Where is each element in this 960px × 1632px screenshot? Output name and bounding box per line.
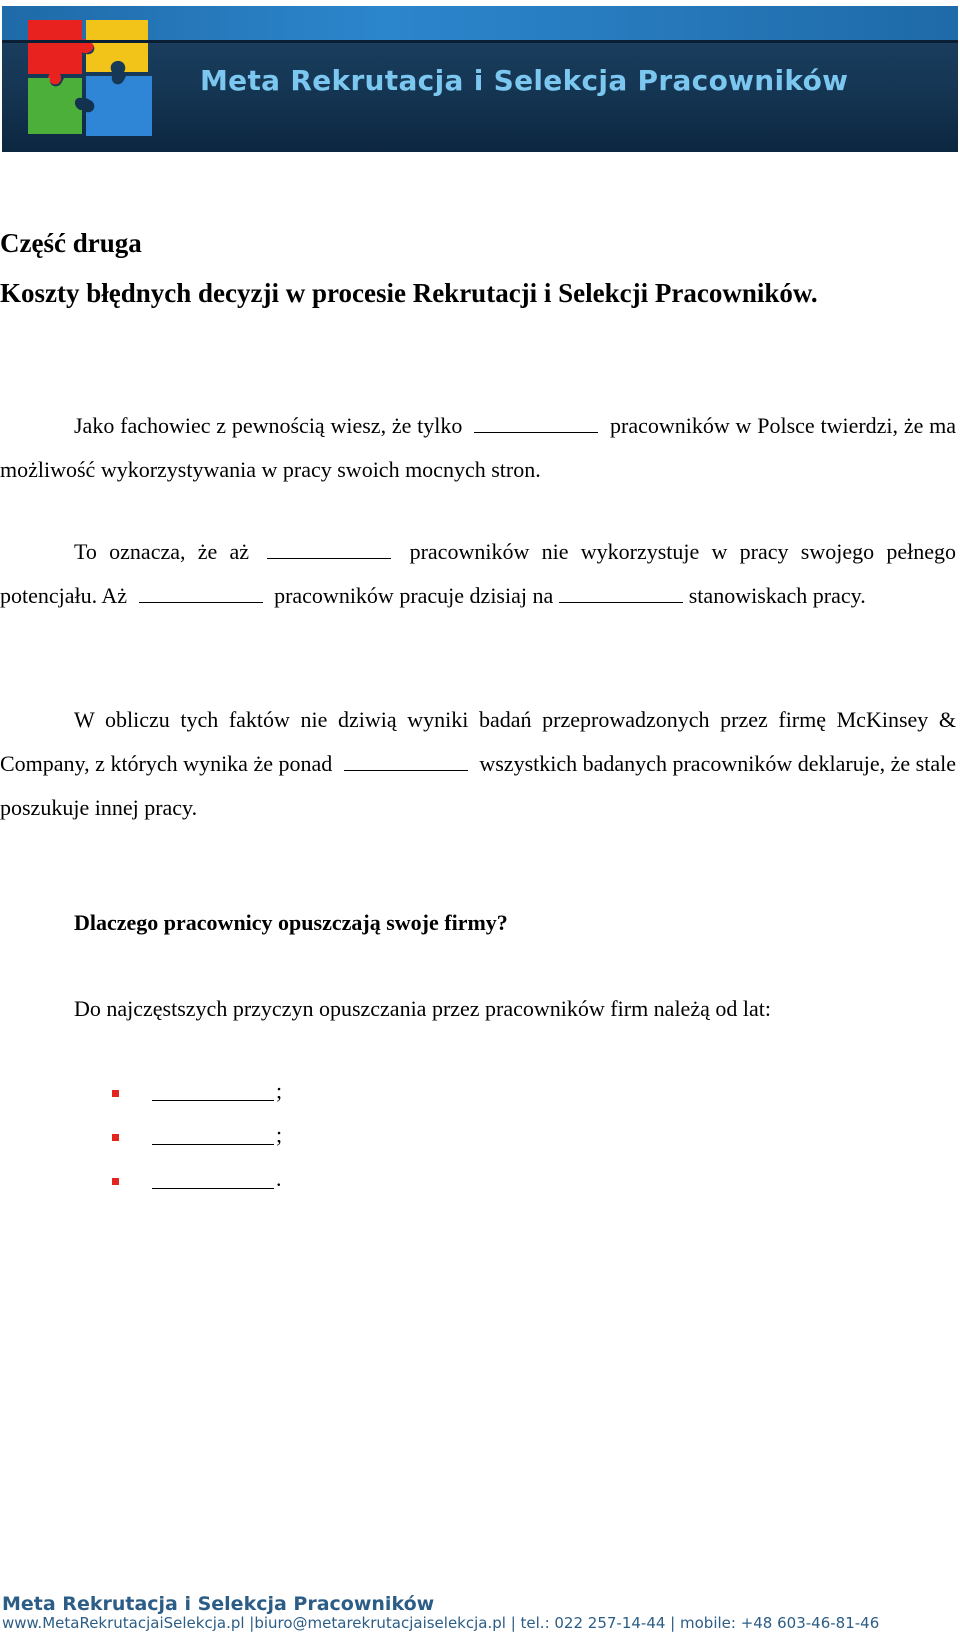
list-item-punctuation: ; [276, 1122, 283, 1147]
fill-in-blank [152, 1124, 274, 1145]
reasons-intro: Do najczęstszych przyczyn opuszczania przez pracowników firm należą od lat: [74, 996, 771, 1021]
footer-title: Meta Rekrutacja i Selekcja Pracowników [2, 1593, 435, 1615]
bullet-square-icon [112, 1178, 119, 1185]
fill-in-blank [474, 412, 598, 433]
header-banner [2, 6, 958, 152]
list-item-punctuation: . [276, 1166, 282, 1191]
bullet-square-icon [112, 1090, 119, 1097]
bullet-square-icon [112, 1134, 119, 1141]
part-label: Część druga [0, 228, 142, 258]
paragraph-3 [0, 698, 956, 830]
paragraph-2 [0, 530, 956, 618]
paragraph-2-part-3: pracowników pracuje dzisiaj na [274, 583, 554, 608]
fill-in-blank [139, 582, 263, 603]
paragraph-2-part-4: stanowiskach pracy. [688, 583, 866, 608]
list-item-punctuation: ; [276, 1078, 283, 1103]
paragraph-3-text-before: W obliczu tych faktów nie dziwią wyniki badań przeprowadzonych przez firmę McKinsey & Company, z których wynika że ponad [0, 707, 956, 776]
fill-in-blank [152, 1080, 274, 1101]
banner-title: Meta Rekrutacja i Selekcja Pracowników [200, 64, 849, 97]
paragraph-2-part-1: To oznacza, że aż [74, 539, 250, 564]
paragraph-3-text-after: wszystkich badanych pracowników deklaruje, że stale poszukuje innej pracy. [0, 751, 956, 820]
page-title: Koszty błędnych decyzji w procesie Rekrutacji i Selekcji Pracowników. [0, 278, 818, 308]
paragraph-1-text-before: Jako fachowiec z pewnością wiesz, że tylko [74, 413, 463, 438]
footer-contact: www.MetaRekrutacjaiSelekcja.pl |biuro@metarekrutacjaiselekcja.pl | tel.: 022 257-14-44 | mobile: +48 603-46-81-46 [2, 1614, 880, 1632]
fill-in-blank [559, 582, 683, 603]
paragraph-1-text-after: pracowników w Polsce twierdzi, że ma możliwość wykorzystywania w pracy swoich mocnych stron. [0, 413, 957, 482]
fill-in-blank [152, 1168, 274, 1189]
fill-in-blank [267, 538, 391, 559]
fill-in-blank [344, 750, 468, 771]
paragraph-1 [0, 404, 956, 492]
paragraph-2-part-2: pracowników nie wykorzystuje w pracy swojego pełnego potencjału. Aż [0, 539, 956, 608]
question-heading: Dlaczego pracownicy opuszczają swoje firmy? [74, 910, 508, 935]
puzzle-logo-icon [20, 10, 170, 144]
